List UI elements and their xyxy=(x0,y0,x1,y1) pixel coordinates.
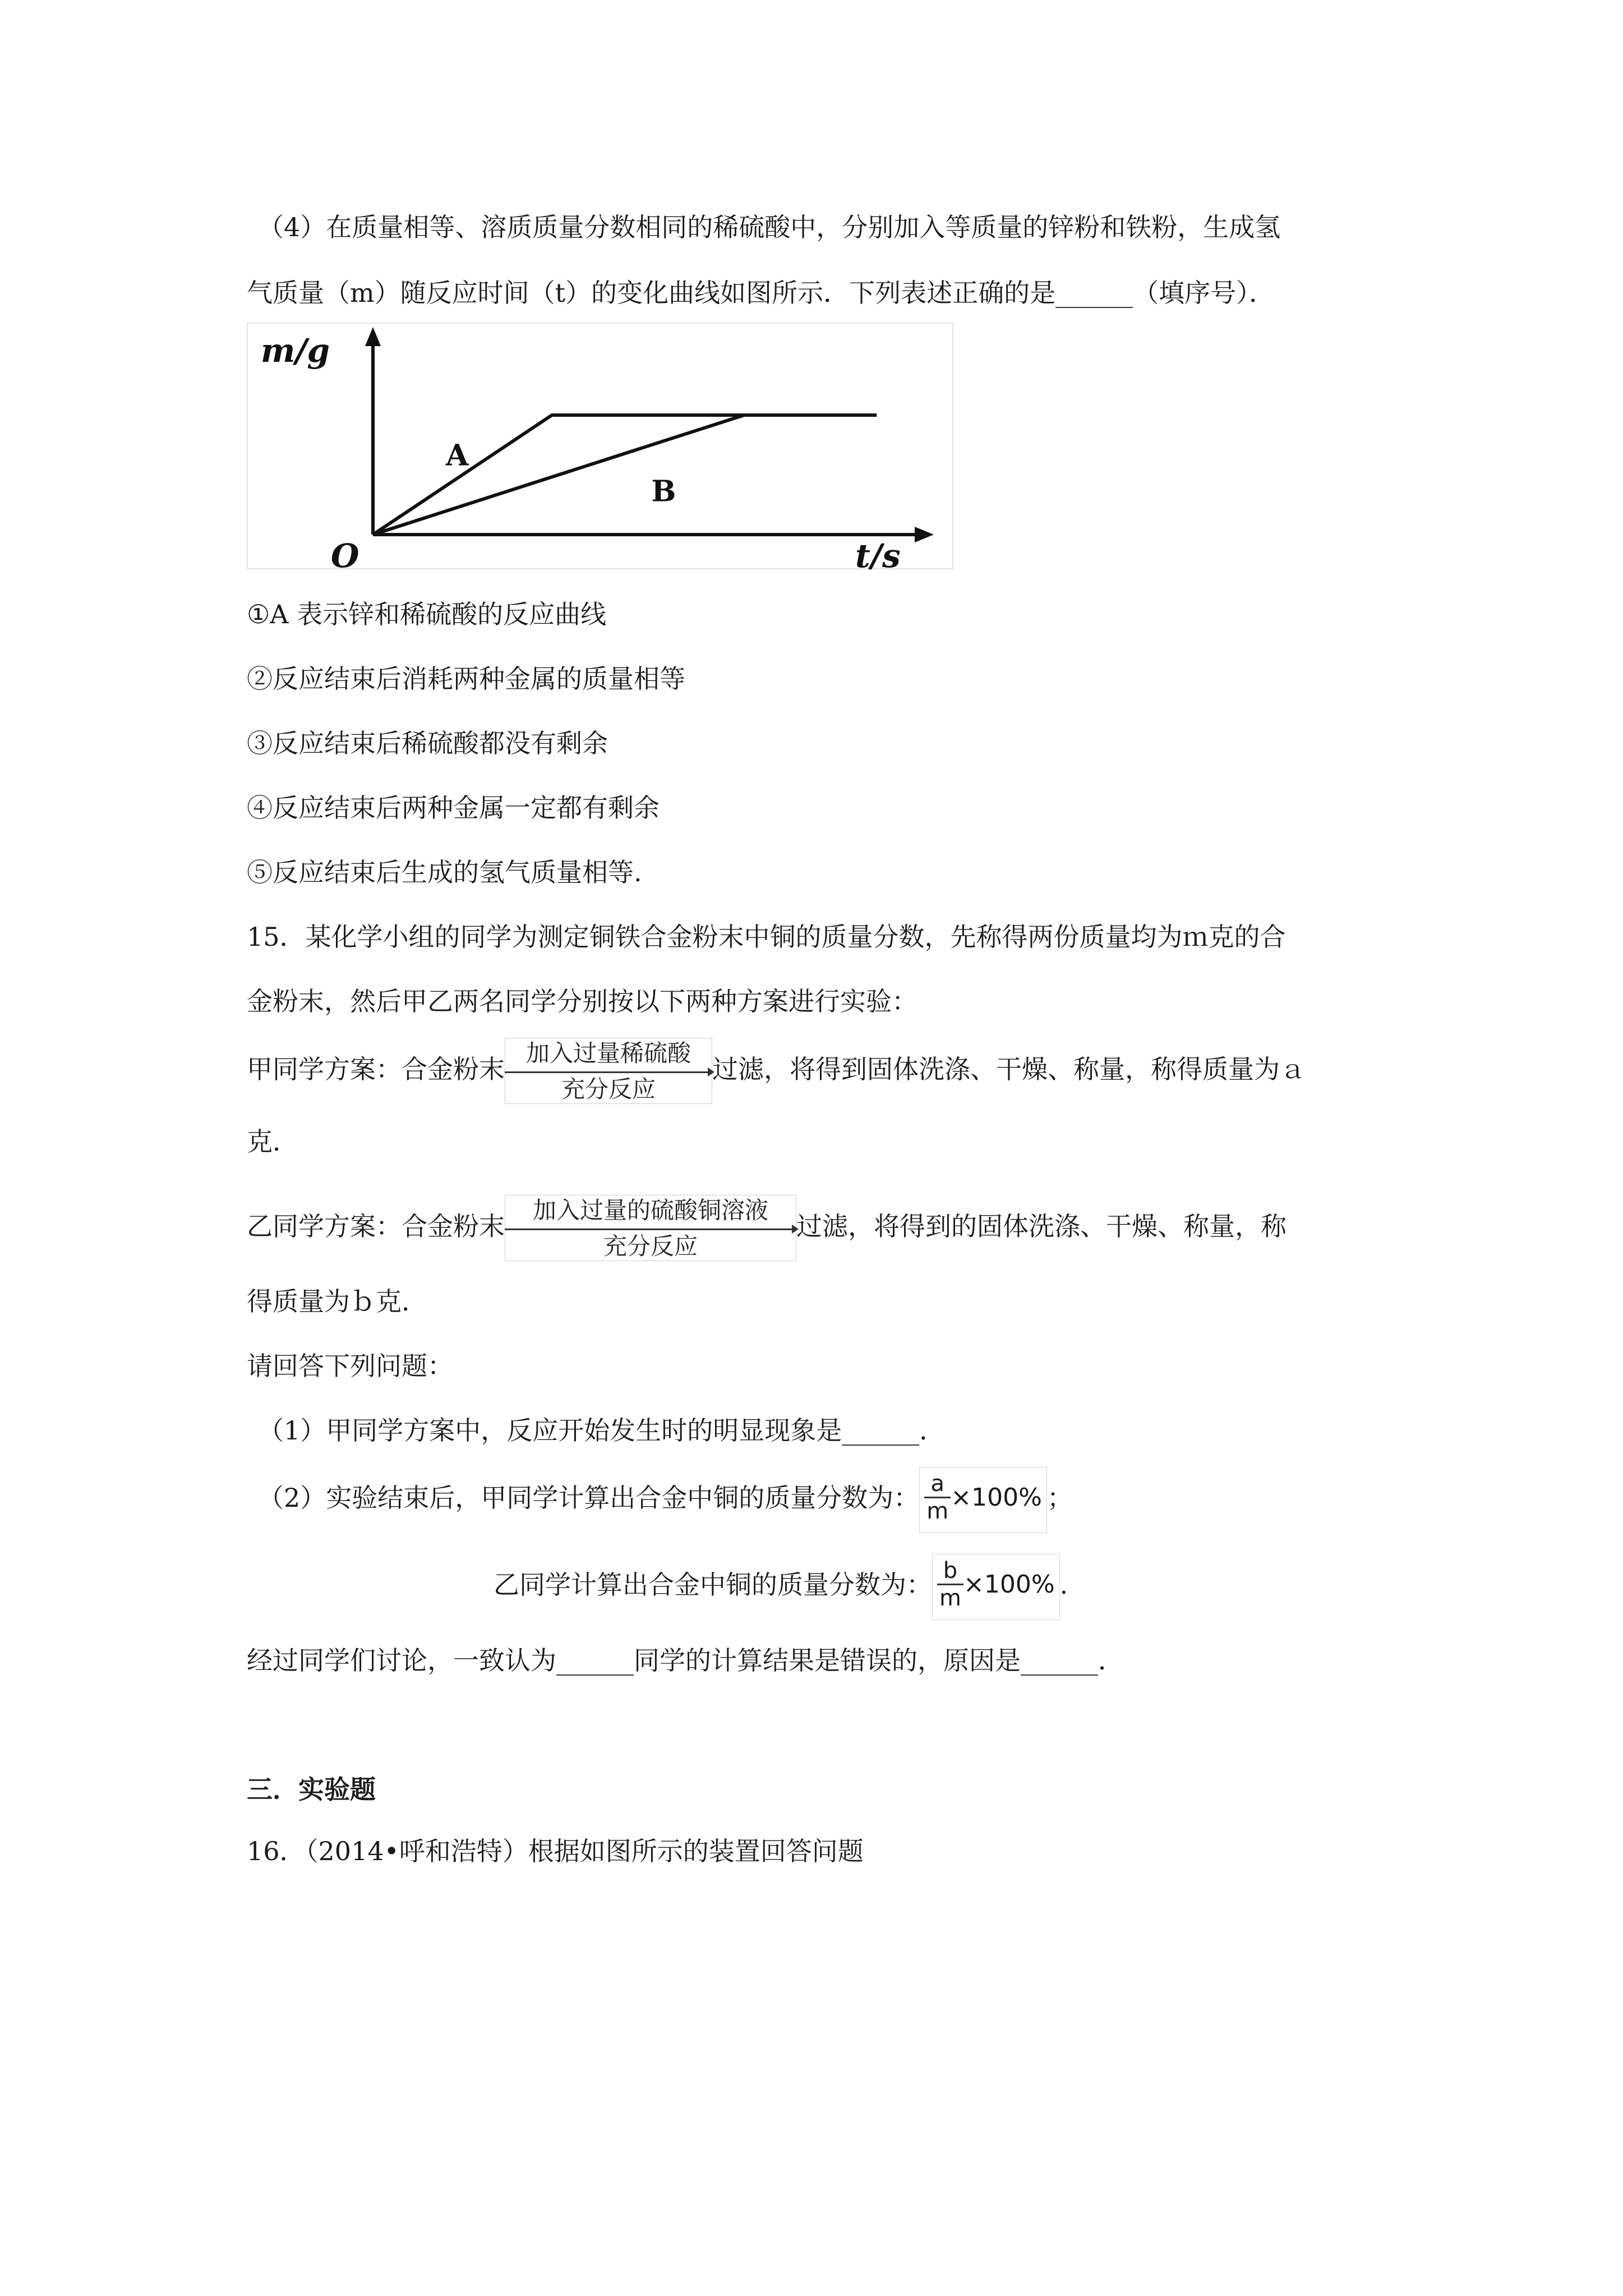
q15-prompt: 请回答下列问题： xyxy=(247,1351,453,1381)
y-axis-arrow xyxy=(365,327,381,346)
chart-hydrogen-mass-vs-time xyxy=(247,323,953,569)
q16-text: 16．（2014•呼和浩特）根据如图所示的装置回答问题 xyxy=(247,1836,864,1866)
times-100-percent: ×100% xyxy=(963,1570,1055,1599)
formula-a-over-m xyxy=(919,1467,1047,1533)
series-line-A xyxy=(373,415,877,535)
q15-question-2b xyxy=(494,1554,1068,1620)
q2-suffix: ； xyxy=(1046,1483,1073,1513)
series-label-A: A xyxy=(446,438,469,473)
q14-line2: 气质量（m）随反应时间（t）的变化曲线如图所示．下列表述正确的是______（填序号）． xyxy=(247,278,1275,308)
chart-series xyxy=(373,415,877,535)
q2b-suffix: . xyxy=(1059,1570,1068,1600)
q14-option-1: ①A 表示锌和稀硫酸的反应曲线 xyxy=(247,599,607,629)
plan-a-arrow-shaft xyxy=(505,1071,712,1073)
q2b-prefix: 乙同学计算出合金中铜的质量分数为： xyxy=(494,1570,932,1600)
plan-a-suffix: 过滤，将得到固体洗涤、干燥、称量，称得质量为ａ xyxy=(712,1054,1306,1084)
chart-axes xyxy=(247,323,953,569)
fraction-a-m xyxy=(924,1471,951,1524)
q14-option-3: ③反应结束后稀硫酸都没有剩余 xyxy=(247,728,608,758)
q14-option-5: ⑤反应结束后生成的氢气质量相等. xyxy=(247,857,642,887)
plan-b-suffix: 过滤，将得到的固体洗涤、干燥、称量，称 xyxy=(796,1211,1287,1241)
chart-frame xyxy=(247,323,953,569)
q14-option-2: ②反应结束后消耗两种金属的质量相等 xyxy=(247,664,685,694)
plan-b-reaction-arrow xyxy=(505,1195,796,1262)
q15-plan-b-cont: 得质量为ｂ克． xyxy=(247,1286,427,1317)
q15-intro-line1: 15．某化学小组的同学为测定铜铁合金粉末中铜的质量分数，先称得两份质量均为ｍ克的合 xyxy=(247,922,1286,952)
q15-conclusion: 经过同学们讨论，一致认为______同学的计算结果是错误的，原因是______． xyxy=(247,1645,1124,1676)
fraction-b-m xyxy=(937,1558,963,1611)
q15-question-1: （1）甲同学方案中，反应开始发生时的明显现象是______． xyxy=(258,1415,946,1446)
q15-plan-b xyxy=(247,1195,1287,1262)
q15-intro-line2: 金粉末，然后甲乙两名同学分别按以下两种方案进行实验： xyxy=(247,986,917,1016)
fraction-denominator: m xyxy=(926,1498,949,1524)
section-3-heading: 三．实验题 xyxy=(247,1774,376,1805)
plan-a-reagent: 加入过量稀硫酸 xyxy=(525,1039,691,1067)
formula-b-over-m xyxy=(932,1554,1060,1620)
plan-a-condition: 充分反应 xyxy=(561,1075,656,1103)
fraction-denominator: m xyxy=(939,1585,961,1611)
series-line-B xyxy=(373,415,877,535)
plan-b-condition: 充分反应 xyxy=(603,1232,698,1260)
plan-b-reagent: 加入过量的硫酸铜溶液 xyxy=(532,1197,768,1224)
origin-label: O xyxy=(331,537,359,569)
q14-option-4: ④反应结束后两种金属一定都有剩余 xyxy=(247,793,660,823)
plan-a-prefix: 甲同学方案：合金粉末 xyxy=(247,1054,505,1084)
times-100-percent: ×100% xyxy=(951,1483,1042,1512)
plan-b-prefix: 乙同学方案：合金粉末 xyxy=(247,1211,505,1241)
x-axis-arrow xyxy=(915,527,934,542)
y-axis-label: m/g xyxy=(261,332,330,370)
q2-prefix: （2）实验结束后，甲同学计算出合金中铜的质量分数为： xyxy=(258,1483,920,1513)
q15-plan-a xyxy=(247,1038,1306,1105)
fraction-numerator: a xyxy=(924,1471,951,1498)
q14-line1: （4）在质量相等、溶质质量分数相同的稀硫酸中，分别加入等质量的锌粉和铁粉，生成氢 xyxy=(258,212,1281,242)
q15-plan-a-cont: 克． xyxy=(247,1126,298,1157)
series-label-B: B xyxy=(651,474,676,509)
plan-b-arrow-shaft xyxy=(505,1228,796,1230)
x-axis-label: t/s xyxy=(855,537,901,569)
q15-question-2 xyxy=(258,1467,1073,1533)
fraction-numerator: b xyxy=(937,1558,963,1585)
plan-a-reaction-arrow xyxy=(505,1038,712,1105)
